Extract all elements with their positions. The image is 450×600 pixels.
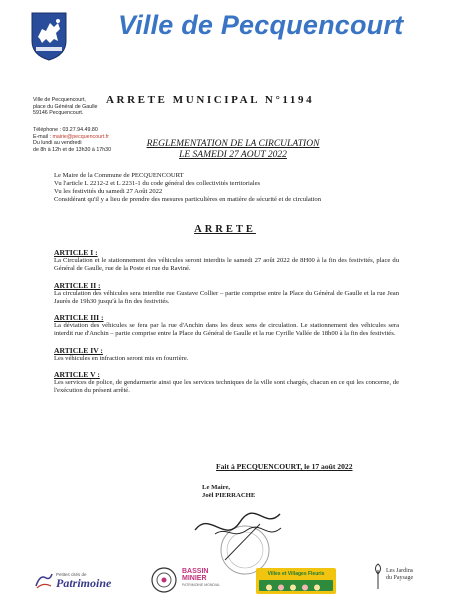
mairie-address [33, 97, 98, 117]
signatory-title: Le Maire, [202, 484, 231, 491]
mairie-contact [33, 127, 111, 154]
article-title: ARTICLE II : [54, 280, 101, 290]
email-line: E-mail : mairie@pecquencourt.fr [33, 133, 110, 140]
article [54, 248, 399, 273]
logo-text: Villes et Villages Fleuris [267, 571, 325, 577]
arrete-heading: ARRETE [194, 224, 256, 235]
address-line: place du Général de Gaulle [33, 103, 98, 110]
town-title: Ville de Pecquencourt [118, 10, 404, 40]
preamble-line: Vu les festivités du samedi 27 Août 2022 [54, 187, 163, 195]
bassin-minier-logo [150, 566, 230, 594]
preamble-line: Le Maire de la Commune de PECQUENCOURT [54, 172, 184, 179]
address-line: 59146 Pecquencourt. [33, 110, 84, 117]
article-title: ARTICLE V : [54, 370, 100, 379]
articles-list [54, 248, 399, 403]
article [54, 313, 399, 338]
article-text: La déviation des véhicules se fera par la rue d'Anchin dans les deux sens de circulation. Le stationnement des véhicules sera interdit rue d'Anchin – partie comprise entre la Place du Général de Gaulle et la rue Cyrille Vallée de 18h00 à la fin des festivités. [54, 322, 399, 337]
logo-text: BASSIN MINIER [182, 568, 209, 582]
preamble-line: Considérant qu'il y a lieu de prendre des mesures particulières en matière de sécurité et de circulation [54, 195, 322, 203]
logo-big-text: Patrimoine [56, 576, 112, 590]
article [54, 370, 399, 395]
flowers-band [259, 580, 333, 591]
article-title: ARTICLE IV : [54, 345, 103, 355]
logo-small-text: Petites cités de [56, 572, 87, 577]
email-link[interactable]: mairie@pecquencourt.fr [52, 133, 110, 140]
article-text: La Circulation et le stationnement des véhicules seront interdits le samedi 27 août 2022 de 8H00 à la fin des festivités, place du Général de Gaulle, rue de la Poste et rue du Raviné. [54, 257, 399, 272]
logo-subtext: PATRIMOINE MONDIAL [182, 583, 221, 587]
done-at-line: Fait à PECQUENCOURT, le 17 août 2022 [216, 462, 353, 471]
article-title: ARTICLE III : [54, 313, 104, 322]
article-text: Les véhicules en infraction seront mis en fourrière. [54, 354, 189, 362]
petites-cites-patrimoine-logo [34, 568, 119, 590]
signatory-name: Joël PIERRACHE [202, 492, 256, 499]
article-text: Les services de police, de gendarmerie ainsi que les services techniques de la ville sont chargés, chacun en ce qui les concerne, de l'exécution du présent arrêté. [54, 379, 399, 394]
hours-line: de 8h à 12h et de 13h30 à 17h30 [33, 147, 112, 154]
decree-title: ARRETE MUNICIPAL N°1194 [106, 94, 315, 106]
article [54, 281, 399, 306]
logo-text: Les Jardins du Paysage [386, 568, 414, 581]
article [54, 346, 399, 363]
address-line: Ville de Pecquencourt, [33, 97, 86, 103]
decree-subject [118, 139, 348, 161]
villes-villages-fleuris-logo [256, 568, 336, 594]
decree-subject-line: LE SAMEDI 27 AOUT 2022 [179, 150, 287, 160]
phone-line: Téléphone : 03.27.94.49.80 [33, 127, 98, 133]
decree-preamble [54, 172, 321, 204]
town-crest-logo [30, 11, 68, 61]
hours-line: Du lundi au vendredi [33, 140, 82, 147]
decree-subject-line: REGLEMENTATION DE LA CIRCULATION [146, 139, 320, 149]
preamble-line: Vu l'article L 2212-2 et L 2231-1 du code général des collectivités territoriales [54, 179, 261, 187]
article-text: La circulation des véhicules sera interdite rue Gustave Collier – partie comprise entre la Place du Général de Gaulle et la rue Jean Jaurès de 19h30 jusqu'à la fin des festivités. [54, 289, 399, 305]
jardins-paysage-logo [372, 562, 432, 592]
article-title: ARTICLE I : [54, 248, 98, 257]
